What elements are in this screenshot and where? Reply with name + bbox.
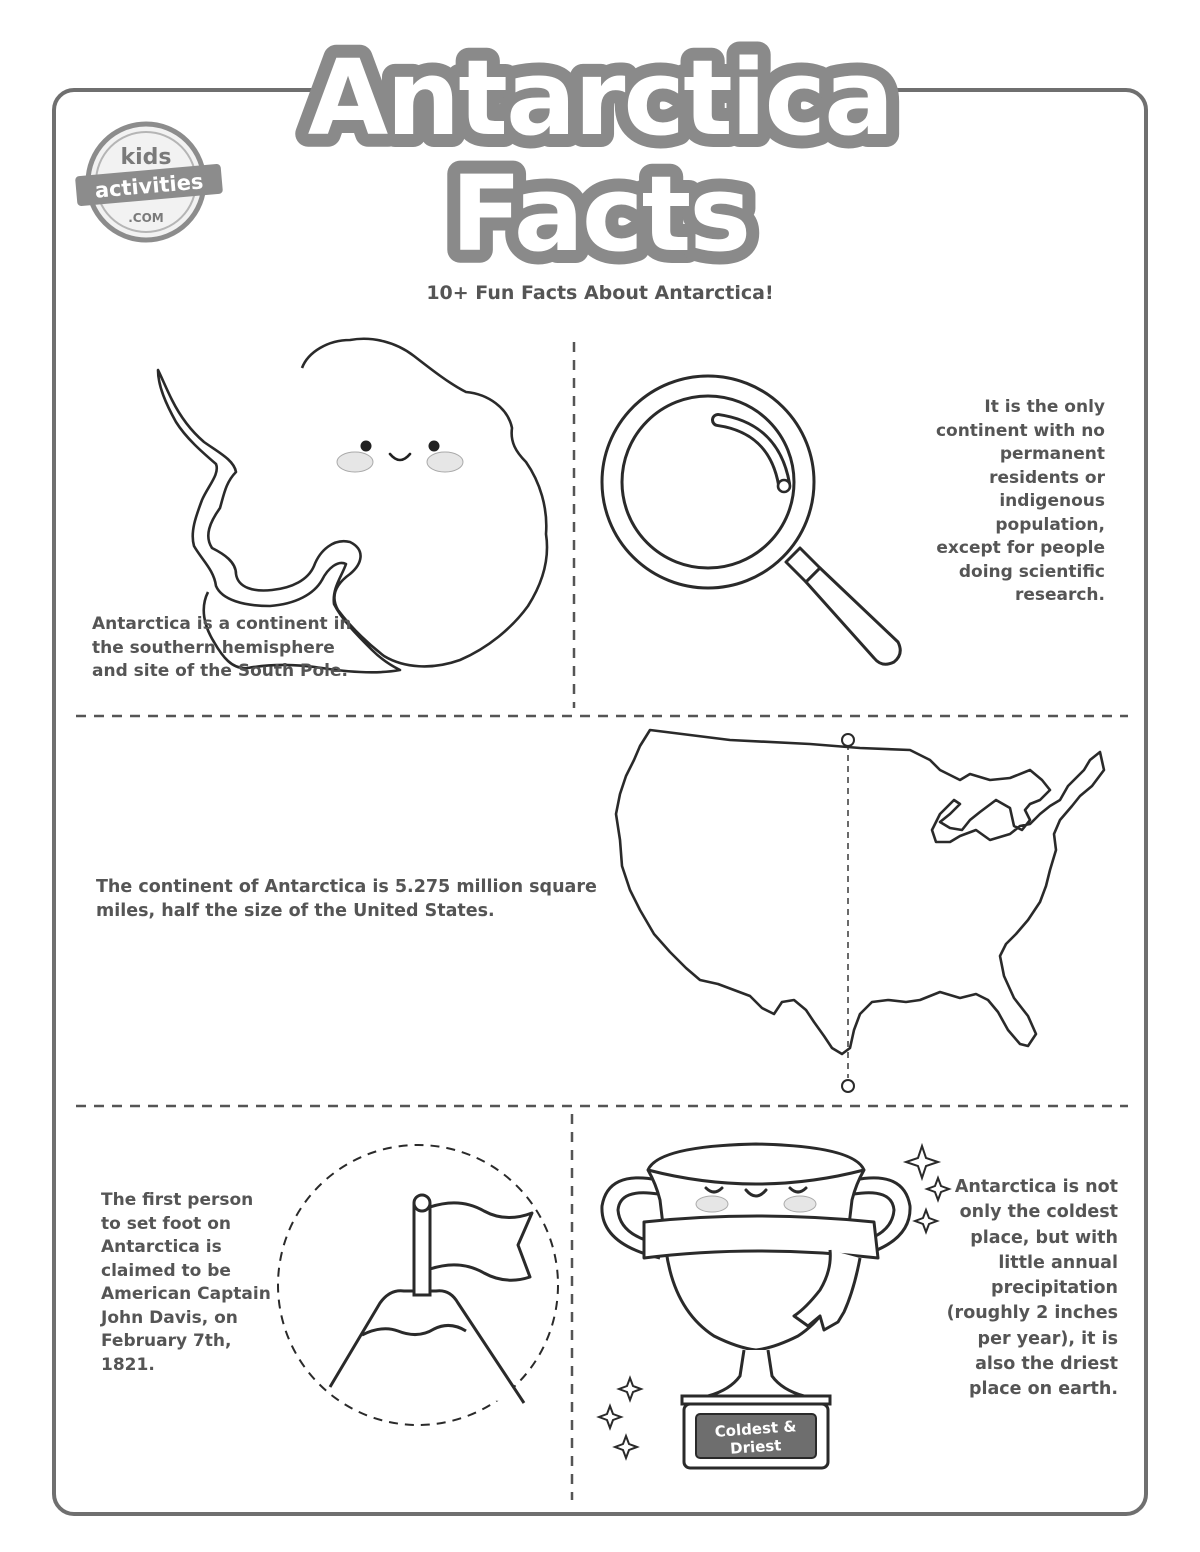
fact-coldest-driest: Antarctica is not only the coldest place, but with little annual precipitation (roughly 2 inches per year), it is also the driest place on earth. — [946, 1177, 1118, 1400]
fact-no-residents: It is the only continent with no permanent residents or indigenous population, except for people doing scientific research. — [935, 397, 1105, 605]
fact-first-person: The first person to set foot on Antarctica is claimed to be American Captain John Davis, on February 7th, 1821. — [101, 1190, 271, 1375]
title-line1: Antarctica — [307, 37, 893, 159]
magnifying-glass-icon — [598, 372, 918, 672]
svg-text:activities: activities — [93, 169, 205, 203]
fact-continent: Antarctica is a continent in the southern hemisphere and site of the South Pole. — [92, 614, 352, 681]
title-line2: Facts — [450, 153, 750, 275]
trophy-icon — [598, 1140, 958, 1480]
fact-size: The continent of Antarctica is 5.275 million square miles, half the size of the United States. — [96, 877, 597, 921]
subtitle: 10+ Fun Facts About Antarctica! — [426, 282, 774, 304]
flag-on-mountain-icon — [270, 1135, 570, 1435]
trophy-plaque-line1: Coldest & — [714, 1417, 797, 1441]
svg-text:kids: kids — [120, 145, 172, 170]
trophy-plaque-line2: Driest — [729, 1436, 782, 1458]
usa-map-icon — [610, 730, 1110, 1110]
svg-text:.COM: .COM — [128, 211, 164, 225]
